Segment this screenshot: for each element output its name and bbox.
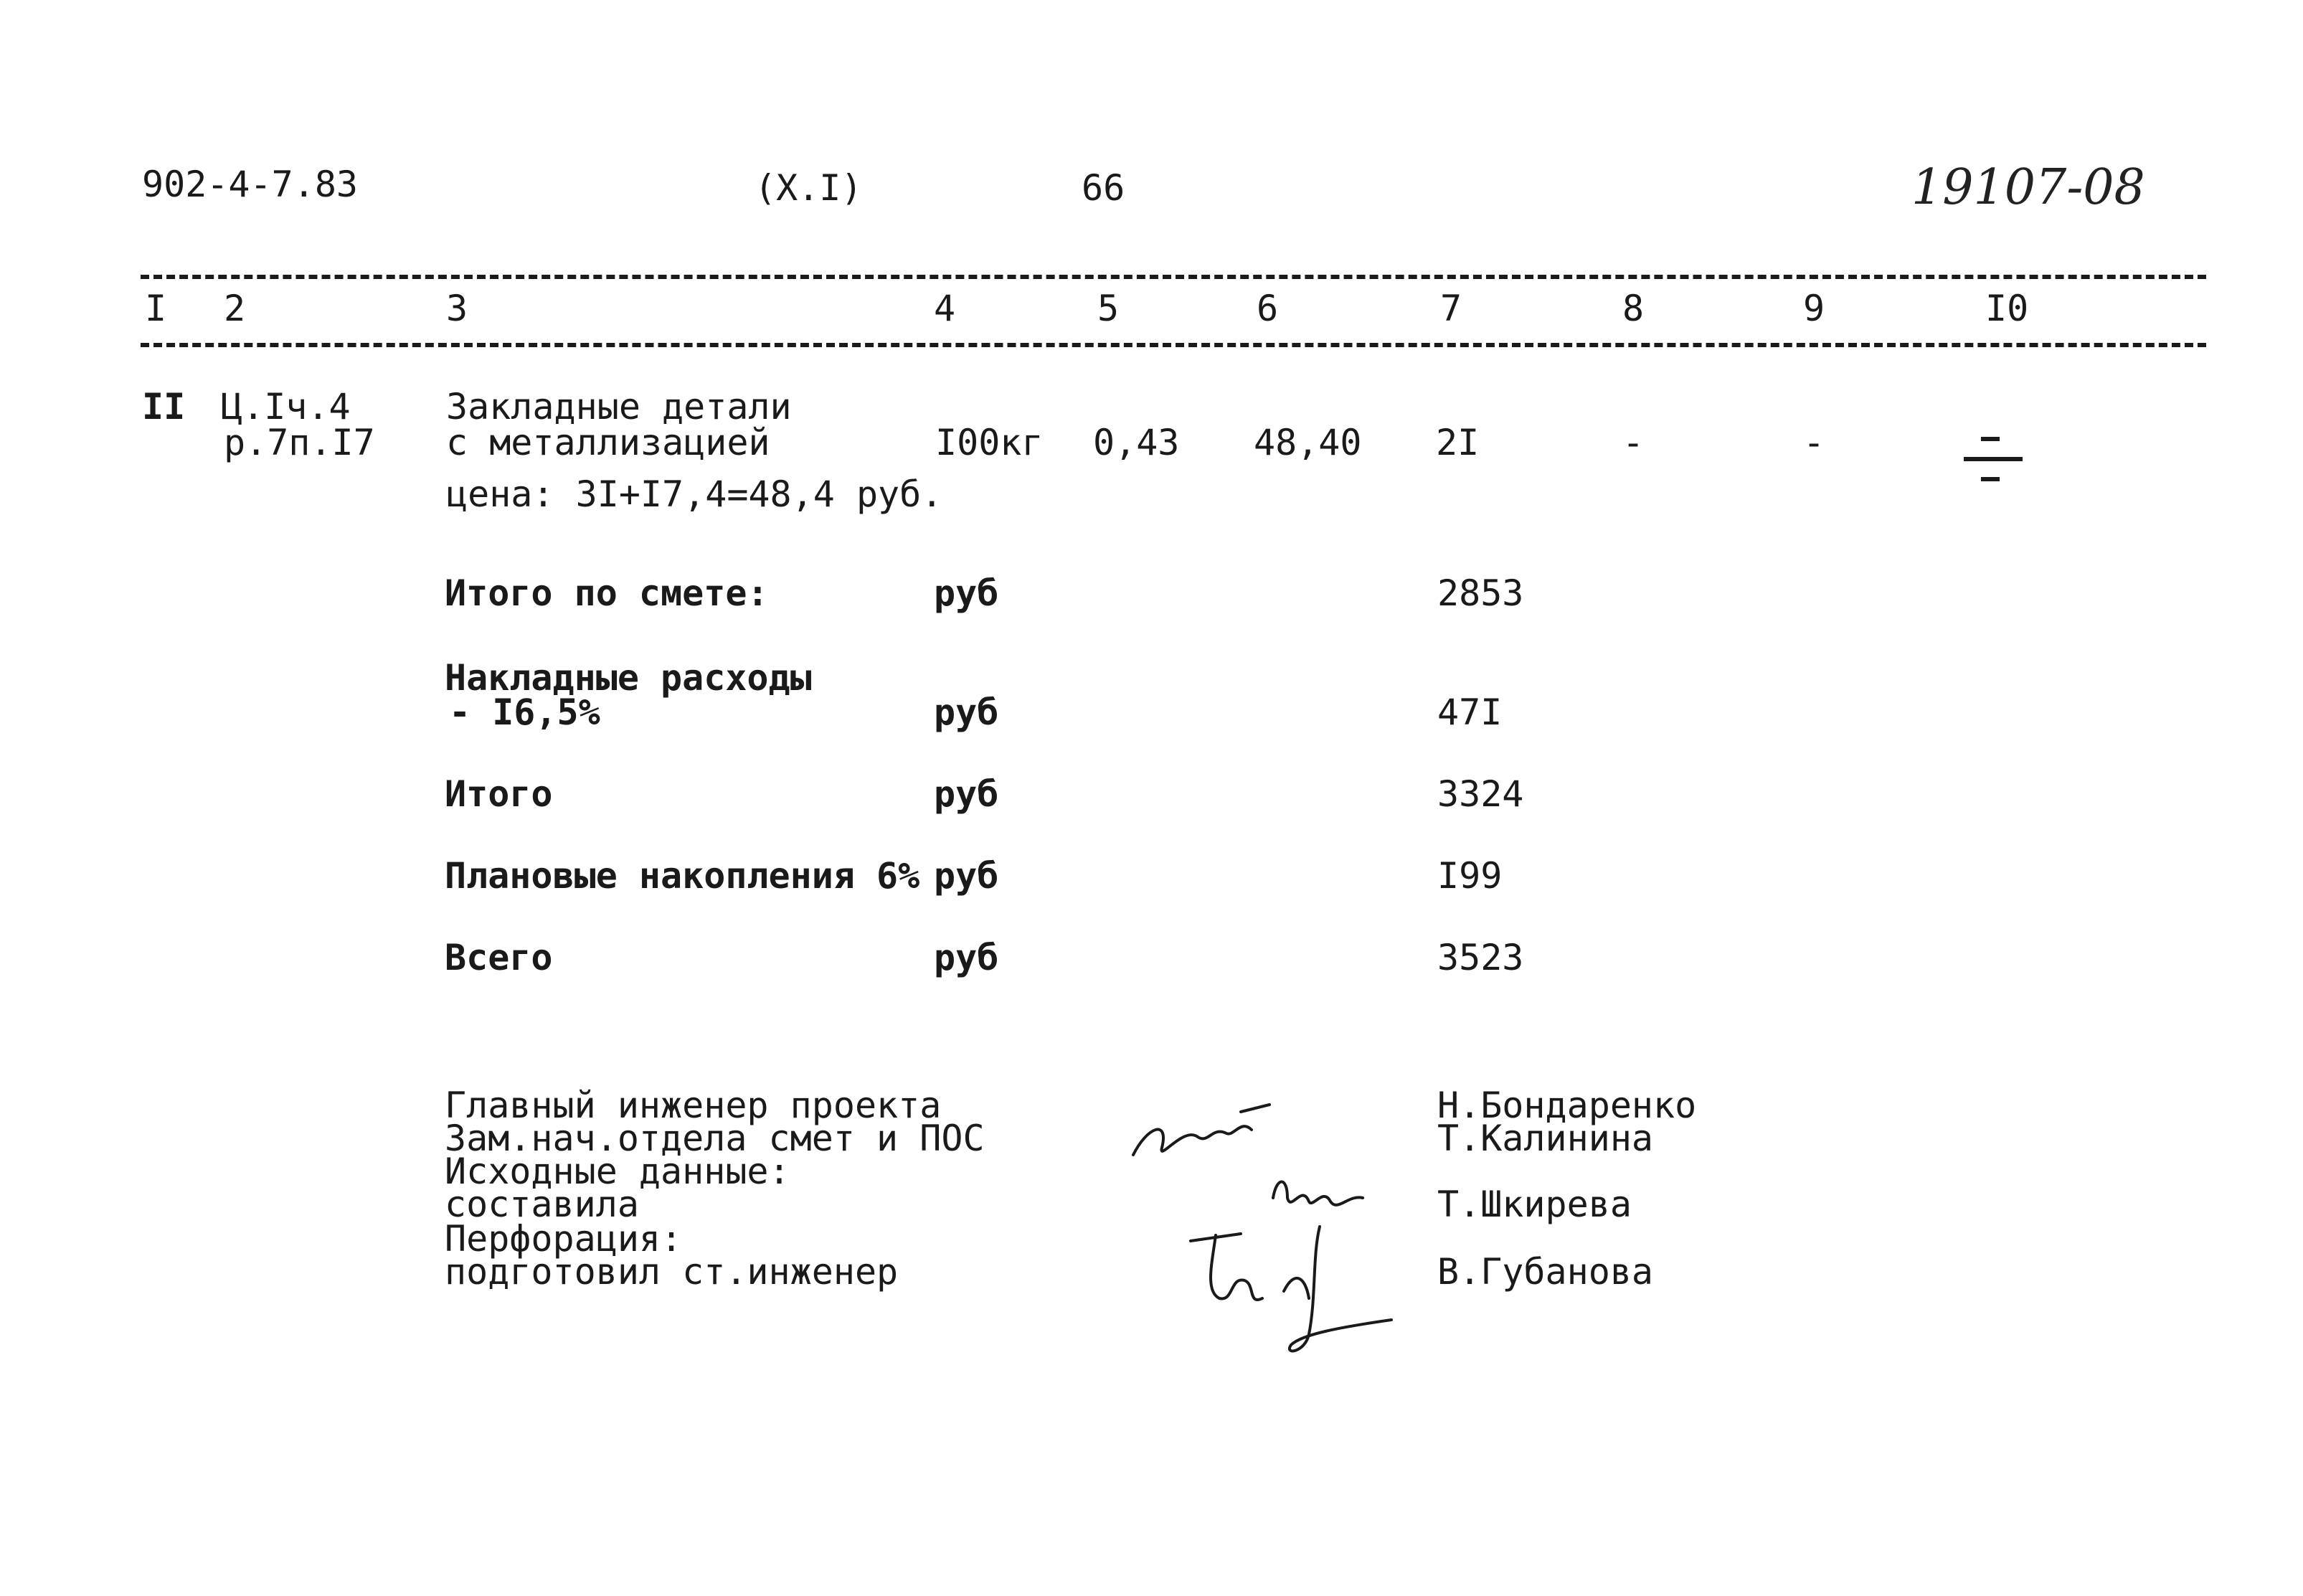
grand-total-unit: руб [934,937,999,978]
column-header: 3 [446,288,468,329]
division-mark-icon [1957,430,2028,488]
column-header: 5 [1097,288,1120,329]
role-deputy-head: Зам.нач.отдела смет и ПОС [445,1118,985,1159]
grand-total-label: Всего [445,937,553,978]
name-kalinina: Т.Калинина [1437,1118,1654,1159]
total-label: Итого по смете: [445,572,769,614]
item-ref-line1: Ц.Iч.4 [221,386,351,428]
header-rule-top [141,275,2206,279]
item-total: 2I [1436,422,1480,463]
column-header: 8 [1622,288,1645,329]
column-header: 2 [224,288,246,329]
overhead-rate: - I6,5% [449,691,600,733]
doc-code: 902-4-7.83 [142,164,359,205]
page-number: 66 [1082,167,1125,209]
item-quantity: 0,43 [1093,422,1180,463]
item-name-line1: Закладные детали [446,386,792,428]
column-header: I0 [1985,288,2029,329]
planned-savings-unit: руб [934,855,999,897]
item-price-note: цена: 3I+I7,4=48,4 руб. [446,473,943,515]
name-gubanova: В.Губанова [1437,1251,1654,1293]
total-unit: руб [934,572,999,614]
role-chief-engineer: Главный инженер проекта [445,1085,942,1126]
column-header: 6 [1257,288,1279,329]
role-perforation: Перфорация: [445,1218,683,1260]
item-col9: - [1803,422,1825,463]
subtotal-unit: руб [934,773,999,815]
grand-total-value: 3523 [1437,937,1524,978]
total-value: 2853 [1437,572,1524,614]
name-shkireva: Т.Шкирева [1437,1184,1632,1225]
column-header: 9 [1803,288,1825,329]
role-compiled: составила [445,1184,639,1225]
item-col8: - [1622,422,1645,463]
role-source-data: Исходные данные: [445,1151,790,1192]
overhead-unit: руб [934,691,999,733]
overhead-value: 47I [1437,691,1503,733]
signature-scribble-3 [1176,1212,1399,1363]
planned-savings-value: I99 [1437,855,1503,897]
section-code: (X.I) [755,167,863,209]
planned-savings-label: Плановые накопления 6% [445,855,920,897]
column-header: 7 [1440,288,1462,329]
subtotal-value: 3324 [1437,773,1524,815]
item-unit-price: 48,40 [1254,422,1362,463]
role-prepared: подготовил ст.инженер [445,1251,899,1293]
signature-scribble-1 [1126,1097,1284,1169]
item-number: II [142,386,186,428]
column-header: 4 [934,288,956,329]
overhead-label: Накладные расходы [445,657,812,699]
item-ref-line2: р.7п.I7 [224,422,375,463]
handwritten-code: 19107-08 [1911,159,2145,216]
name-bondarenko: Н.Бондаренко [1437,1085,1697,1126]
column-header: I [145,288,167,329]
item-name-line2: с металлизацией [446,422,770,463]
item-unit: I00кг [935,422,1044,463]
subtotal-label: Итого [445,773,553,815]
header-rule-bottom [141,343,2206,347]
